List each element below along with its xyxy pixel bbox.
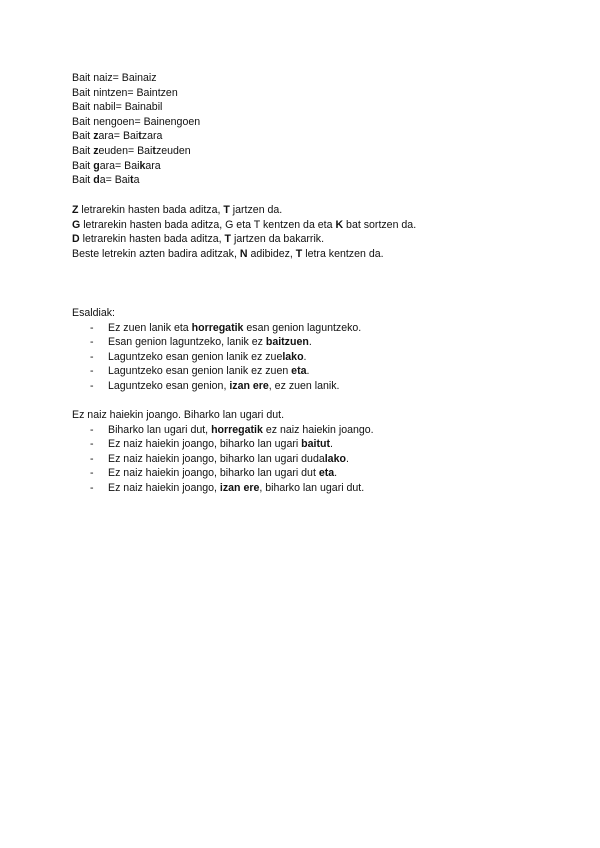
dash-bullet: - <box>90 481 94 494</box>
bold-text: K <box>335 218 344 231</box>
list-item <box>72 364 542 379</box>
bold-text: z <box>93 130 99 143</box>
verb-forms-list <box>72 71 542 188</box>
text-run: , ez zuen lanik. <box>268 379 340 392</box>
text-run: Esan genion laguntzeko, lanik ez <box>108 336 266 349</box>
bold-text: Z <box>72 204 79 216</box>
list-item <box>72 321 542 336</box>
text-run: a= Bai <box>99 174 131 187</box>
text-run: Laguntzeko esan genion lanik ez zue <box>108 350 283 363</box>
text-run: Bait <box>72 174 94 187</box>
bold-text: t <box>130 174 134 187</box>
bold-text: D <box>72 233 80 246</box>
section-heading: Ez naiz haiekin joango. Biharko lan ugari dut. <box>72 409 285 421</box>
text-run: letrarekin hasten bada aditza, G eta T kentzen da eta <box>80 218 336 231</box>
verb-form-line <box>72 173 542 188</box>
bold-text: T <box>223 204 230 216</box>
bold-text: G <box>72 218 81 231</box>
text-run: ez naiz haiekin joango. <box>262 423 374 436</box>
text-run: Bait nengoen= Bainengoen <box>72 115 201 128</box>
rules-paragraph <box>72 203 542 261</box>
bold-text: T <box>295 247 303 260</box>
text-run: adibidez, <box>247 247 296 260</box>
text-run: ara= Bai <box>98 130 139 143</box>
verb-form-line <box>72 86 542 101</box>
bold-text: baitut <box>301 438 331 451</box>
text-run: Laguntzeko esan genion, <box>108 379 230 392</box>
text-run: zara <box>141 130 163 143</box>
verb-form-line <box>72 159 542 174</box>
text-run: Ez naiz haiekin joango, biharko lan ugari duda <box>108 452 325 465</box>
dash-bullet: - <box>90 438 94 451</box>
text-run: Ez zuen lanik eta <box>108 321 192 334</box>
bold-text: izan ere <box>229 379 269 392</box>
bold-text: z <box>93 144 99 157</box>
verb-form-line <box>72 71 542 86</box>
bold-text: k <box>139 159 146 172</box>
text-run: Ez naiz haiekin joango, biharko lan ugari <box>108 438 302 451</box>
rule-line <box>72 218 542 233</box>
text-run: letrarekin hasten bada aditza, <box>78 204 224 216</box>
bold-text: izan ere <box>219 481 260 494</box>
dash-bullet: - <box>90 350 94 363</box>
text-run: Bait <box>72 130 94 143</box>
example-list <box>72 321 542 394</box>
text-run: Biharko lan ugari dut, <box>108 423 212 436</box>
section-heading: Esaldiak: <box>72 307 115 319</box>
text-run: zeuden <box>155 144 191 157</box>
rule-line <box>72 232 542 247</box>
list-item <box>72 452 542 467</box>
bold-text: horregatik <box>211 423 263 436</box>
text-run: Beste letrekin azten badira aditzak, <box>72 247 240 260</box>
text-run: jartzen da bakarrik. <box>231 233 325 246</box>
bold-text: eta <box>291 365 307 378</box>
bold-text: lako <box>324 452 346 465</box>
bold-text: t <box>138 130 142 143</box>
text-run: Bait nintzen= Baintzen <box>72 86 178 99</box>
verb-form-line <box>72 144 542 159</box>
text-run: esan genion laguntzeko. <box>243 321 362 334</box>
text-run: Bait <box>72 144 94 157</box>
list-item <box>72 423 542 438</box>
bold-text: eta <box>318 467 335 480</box>
text-run: ara <box>145 159 161 172</box>
text-run: letrarekin hasten bada aditza, <box>79 233 225 246</box>
text-run: letra kentzen da. <box>302 247 384 260</box>
text-run: jartzen da. <box>229 204 283 216</box>
dash-bullet: - <box>90 452 94 465</box>
dash-bullet: - <box>90 423 94 436</box>
text-run: Bait <box>72 159 94 172</box>
text-run: . <box>303 350 307 363</box>
text-run: Laguntzeko esan genion lanik ez zuen <box>108 365 292 378</box>
bold-text: d <box>93 174 100 187</box>
text-run: a <box>133 174 140 187</box>
dash-bullet: - <box>90 467 94 480</box>
dash-bullet: - <box>90 365 94 378</box>
bold-text: baitzuen <box>265 336 309 349</box>
dash-bullet: - <box>90 379 94 392</box>
text-run: , biharko lan ugari dut. <box>259 481 365 494</box>
bold-text: N <box>239 247 248 260</box>
rule-line <box>72 247 542 262</box>
text-run: Ez naiz haiekin joango, <box>108 481 220 494</box>
text-run: Bait naiz= Bainaiz <box>72 72 157 84</box>
example-list <box>72 423 542 496</box>
rule-line <box>72 203 542 218</box>
text-run: bat sortzen da. <box>343 218 417 231</box>
text-run: . <box>306 365 310 378</box>
dash-bullet: - <box>90 336 94 349</box>
list-item <box>72 335 542 350</box>
bold-text: lako <box>282 350 304 363</box>
list-item <box>72 350 542 365</box>
text-run: . <box>330 438 333 451</box>
list-item <box>72 379 542 394</box>
verb-form-line <box>72 129 542 144</box>
bold-text: t <box>152 144 156 157</box>
bold-text: T <box>224 233 232 246</box>
list-item <box>72 466 542 481</box>
bold-text: horregatik <box>191 321 244 334</box>
text-run: Ez naiz haiekin joango, biharko lan ugari dut <box>108 467 319 480</box>
text-run: . <box>308 336 312 349</box>
list-item <box>72 437 542 452</box>
example-section-1 <box>72 306 542 394</box>
example-section-2 <box>72 408 542 496</box>
verb-form-line <box>72 115 542 130</box>
text-run: . <box>334 467 338 480</box>
text-run: Bait nabil= Bainabil <box>72 101 163 114</box>
bold-text: g <box>93 159 100 172</box>
text-run: ara= Bai <box>99 159 140 172</box>
list-item <box>72 481 542 496</box>
text-run: . <box>345 452 349 465</box>
dash-bullet: - <box>90 321 94 334</box>
text-run: euden= Bai <box>98 144 153 157</box>
verb-form-line <box>72 100 542 115</box>
